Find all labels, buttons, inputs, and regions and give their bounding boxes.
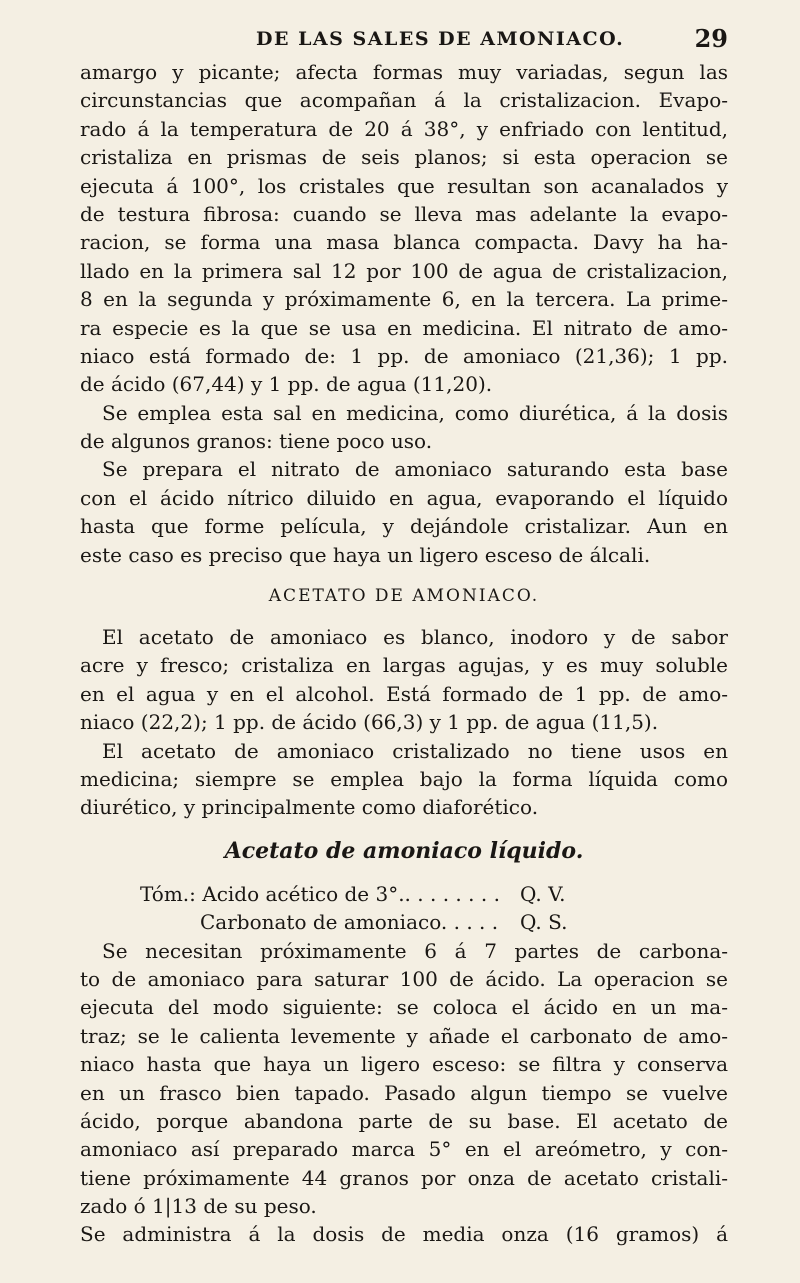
text-line: hasta que forme película, y dejándole cristalizar. Aun en <box>80 514 728 539</box>
text-line: Se emplea esta sal en medicina, como diurética, á la dosis <box>102 400 728 425</box>
formula-quantity: Q. S. <box>520 910 568 935</box>
text-line: cristaliza en prismas de seis planos; si esta operacion se <box>80 145 728 170</box>
page-header <box>78 24 728 58</box>
text-line: amoniaco así preparado marca 5° en el areómetro, y con- <box>80 1137 728 1162</box>
text-line: niaco hasta que haya un ligero esceso: se filtra y conserva <box>80 1052 728 1077</box>
paragraph-nitrato-properties <box>80 58 728 399</box>
text-line: amargo y picante; afecta formas muy variadas, segun las <box>80 60 728 84</box>
text-line: tiene próximamente 44 granos por onza de acetato cristali- <box>80 1165 728 1190</box>
text-line: con el ácido nítrico diluido en agua, evaporando el líquido <box>80 485 728 510</box>
text-line: traz; se le calienta levemente y añade el carbonato de amo- <box>80 1023 728 1048</box>
text-line: llado en la primera sal 12 por 100 de agua de cristalizacion, <box>80 258 728 283</box>
body-text <box>80 58 728 1249</box>
text-line: de ácido (67,44) y 1 pp. de agua (11,20). <box>80 372 493 397</box>
text-line: Se prepara el nitrato de amoniaco saturando esta base <box>102 457 728 482</box>
text-line: medicina; siempre se emplea bajo la forma líquida como <box>80 766 728 791</box>
running-head: DE LAS SALES DE AMONIACO. <box>256 28 625 50</box>
formula-quantity: Q. V. <box>520 881 566 906</box>
text-line: niaco (22,2); 1 pp. de ácido (66,3) y 1 pp. de agua (11,5). <box>80 710 659 735</box>
text-line: racion, se forma una masa blanca compacta. Davy ha ha- <box>80 230 728 255</box>
paragraph-acetato-use <box>80 737 728 822</box>
formula-row <box>80 880 728 908</box>
text-line: El acetato de amoniaco cristalizado no tiene usos en <box>102 738 728 763</box>
subheading-acetato-liquido: Acetato de amoniaco líquido. <box>224 837 584 864</box>
text-line: de algunos granos: tiene poco uso. <box>80 429 433 454</box>
text-line: 8 en la segunda y próximamente 6, en la tercera. La prime- <box>80 287 728 312</box>
formula-ingredient: Tóm.: Acido acético de 3°.. . . . . . . . <box>140 881 500 906</box>
formula-ingredient: Carbonato de amoniaco. . . . . <box>200 910 499 935</box>
text-line: en un frasco bien tapado. Pasado algun tiempo se vuelve <box>80 1080 728 1105</box>
text-line: este caso es preciso que haya un ligero esceso de álcali. <box>80 542 651 567</box>
paragraph-nitrato-use <box>80 399 728 456</box>
text-line: ra especie es la que se usa en medicina. El nitrato de amo- <box>80 315 728 340</box>
text-line: ejecuta á 100°, los cristales que resultan son acanalados y <box>80 173 728 198</box>
text-line: en el agua y en el alcohol. Está formado de 1 pp. de amo- <box>80 681 728 706</box>
text-line: diurético, y principalmente como diaforético. <box>80 795 539 820</box>
page-number: 29 <box>694 24 728 53</box>
text-line: acre y fresco; cristaliza en largas agujas, y es muy soluble <box>80 653 728 678</box>
text-line: circunstancias que acompañan á la cristalizacion. Evapo- <box>80 88 728 113</box>
text-line: de testura fibrosa: cuando se lleva mas adelante la evapo- <box>80 201 728 226</box>
paragraph-acetato-properties <box>80 623 728 737</box>
paragraph-nitrato-preparation <box>80 455 728 569</box>
section-heading-acetato: ACETATO DE AMONIACO. <box>268 586 540 607</box>
text-line: El acetato de amoniaco es blanco, inodoro y de sabor <box>102 625 728 650</box>
formula-row <box>80 908 728 936</box>
text-line: rado á la temperatura de 20 á 38°, y enfriado con lentitud, <box>80 116 728 141</box>
text-line: ácido, porque abandona parte de su base. El acetato de <box>80 1108 728 1133</box>
text-line: Se necesitan próximamente 6 á 7 partes de carbona- <box>102 938 728 963</box>
paragraph-acetato-preparation <box>80 937 728 1249</box>
formula-recipe <box>80 880 728 937</box>
text-line: zado ó 1|13 de su peso. <box>80 1194 317 1219</box>
text-line: to de amoniaco para saturar 100 de ácido. La operacion se <box>80 966 728 991</box>
text-line: Se administra á la dosis de media onza (16 gramos) á <box>80 1222 728 1247</box>
text-line: ejecuta del modo siguiente: se coloca el ácido en un ma- <box>80 995 728 1020</box>
text-line: niaco está formado de: 1 pp. de amoniaco (21,36); 1 pp. <box>80 343 728 368</box>
